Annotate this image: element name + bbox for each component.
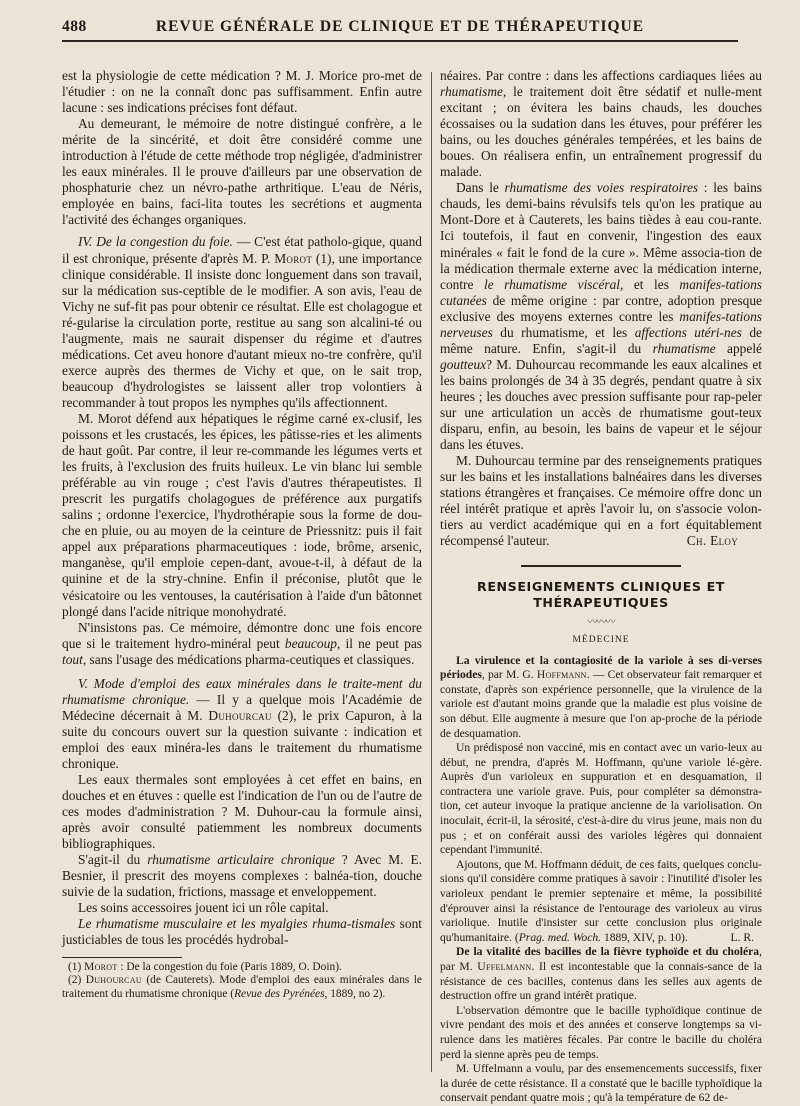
paragraph: V. Mode d'emploi des eaux minérales dans le traite-ment du rhumatisme chronique. — Il y a quelque mois l'Académie de Médecine décernait à M. Duhourcau (2), le prix Capuron, à la suite du concours ouvert sur la question suivante : indication et emploi des eaux minéra-les dans le traitement du rhumatisme chronique.: [62, 675, 423, 771]
paragraph: M. Morot défend aux hépatiques le régime carné ex-clusif, les poissons et les crustacés, les épices, les pâtisse-ries et les aliments de haut goût. Par contre, il leur re-commande les légumes verts et les fruits, à l'exclusion des fruits huileux. Le vin blanc lui semble préférable au vin rouge ; c'est l'avis d'autres thérapeutistes. Il prescrit les purgatifs cholagogues de préférence aux purgatifs salins ; ordonne l'exercice, l'hydrothérapie sous la forme de dou-che en pluie, ou au moyen de la ceinture de Priessnitz: puis il fait appel aux préparations pharmaceutiques : iode, brôme, arsenic, manganèse, qu'il emploie cepen-dant, avoue-t-il, à défaut de la quinine et de la stry-chnine. Enfin il préconise, plutôt que le vésicatoire ou les ventouses, la cautérisation à l'aide d'un bâtonnet plongé dans l'acide nitrique monohydraté.: [62, 410, 422, 619]
ornament-icon: 〰〰〰: [587, 616, 615, 628]
paragraph: M. Uffelmann a voulu, par des ensemencements successifs, fixer la durée de cette résistance. Il a constaté que le bacille typhoïdique la conservait pendant quatre mois ; qu'à la température de 62 de-: [440, 1062, 762, 1105]
section-rule: [521, 565, 681, 567]
footnote-rule: [62, 957, 182, 958]
right-column: [440, 68, 762, 1106]
article-title: De la vitalité des bacilles de la fièvre typhoïde et du choléra: [456, 945, 760, 959]
section-heading: IV. De la congestion du foie.: [78, 234, 233, 250]
paragraph: La virulence et la contagiosité de la variole à ses di-verses périodes, par M. G. Hoffmann. — Cet observateur fait remarquer et constate, d'après son expérience personnelle, que la virulence de la variole est d'autant moins grande que la maladie est plus voisine de son début. Elle augmente à mesure que l'on ap-proche de la période de desquamation.: [440, 653, 762, 740]
signature: L. R.: [730, 930, 754, 944]
paragraph: Les soins accessoires jouent ici un rôle capital.: [78, 900, 329, 916]
footnote: (2) Duhourcau (de Cauterets). Mode d'emploi des eaux minérales dans le traitement du rhumatisme chronique (Revue des Pyrénées, 1889, no 2).: [62, 974, 422, 1000]
paragraph: Un prédisposé non vacciné, mis en contact avec un vario-leux au début, ne prendra, d'après M. Hoffmann, qu'une variole lé-gère. Auprès d'un varioleux en suppuration et en desquamation, il contractera une variole grave. Puis, pour compléter sa démonstra-tion, cet auteur invoque la pratique ancienne de la variolisation. On inoculait, écrit-il, la sérosité, c'est-à-dire du virus jeune, mais non du pus ; et on conférait aussi des varioles légères qui donnaient cependant l'immunité.: [440, 741, 762, 857]
subsection-title: MÉDECINE: [572, 634, 630, 645]
paragraph: Le rhumatisme musculaire et les myalgies rhuma-tismales sont justiciables de tous les procédés hydrobal-: [62, 916, 422, 948]
paragraph: Les eaux thermales sont employées à cet effet en bains, en douches et en étuves : quelle est l'indication de l'un ou de l'autre de ces modes d'administration ? M. Duhour-cau la formule ainsi, après avoir consulté patiemment les nombreux documents bibliographiques.: [62, 772, 422, 852]
author-name: Uffelmann: [477, 960, 532, 974]
page-number: 488: [62, 18, 87, 35]
paragraph: De la vitalité des bacilles de la fièvre typhoïde et du choléra, par M. Uffelmann. Il est incontestable que la connais-sance de la résistance de ces bacilles, contenus dans les selles aux agents de destruction offre un grand intérêt pratique.: [440, 945, 762, 1003]
signature: Ch. Eloy: [686, 533, 738, 549]
paragraph: L'observation démontre que le bacille typhoïdique continue de vivre pendant des mois et des années et conserve longtemps sa vi-rulence dans les matières fécales. Par contre le bacille du choléra perd la sienne après peu de temps.: [440, 1003, 762, 1061]
paragraph: S'agit-il du rhumatisme articulaire chronique ? Avec M. E. Besnier, il prescrit des moyens complexes : balnéa-tion, douche suivie de la sudation, frictions, massage et enveloppement.: [62, 852, 422, 900]
page-header: [62, 14, 738, 40]
left-column: [62, 68, 422, 1001]
paragraph: M. Duhourcau termine par des renseignements pratiques sur les bains et les installations balnéaires dans les diverses stations étrangères et françaises. Ce mémoire offre donc un réel intérêt pratique et après l'avoir lu, on s'associe volon-tiers au verdict académique qui en a fort équitablement récompensé l'auteur. Ch. Eloy: [440, 453, 762, 549]
section-heading: V. Mode d'emploi des eaux minérales dans le traite-ment du rhumatisme chronique.: [62, 675, 422, 707]
paragraph: Dans le rhumatisme des voies respiratoires : les bains chauds, les demi-bains révulsifs tels qu'on les pratique au Mont-Dore et à Cauterets, les bains tièdes à eau cou-rante. Ici toutefois, il faut en convenir, l'ingestion des eaux minérales « fait le fond de la cure ». Même associa-tion de la médication thermale externe avec la médication interne, contre le rhumatisme viscéral, et les manifes-tations cutanées de même origine : par contre, adoption presque exclusive des moyens externes contre les manifes-tations nerveuses du rhumatisme, et les affections utéri-nes de même nature. Enfin, s'agit-il du rhumatisme appelé goutteux? M. Duhourcau recommande les eaux alcalines et les bains prolongés de 34 à 35 degrés, pendant quatre à six heures ; les douches avec pression suffisante pour rap-peler sur une articulation un accès de rhumatisme gout-teux disparu, enfin, au besoin, les bains de vapeur et le séjour dans les étuves.: [440, 180, 763, 453]
column-divider: [431, 72, 432, 1072]
article-title: La virulence et la contagiosité de la variole à ses di-verses périodes: [440, 653, 762, 682]
paragraph: N'insistons pas. Ce mémoire, démontre donc une fois encore que si le traitement hydro-minéral peut beaucoup, il ne peut pas tout, sans l'usage des médications pharma-ceutiques et classiques.: [62, 619, 422, 667]
paragraph: Au demeurant, le mémoire de notre distingué confrère, a le mérite de la sincérité, et doit être considéré comme une introduction à l'étude de cette méthode trop négligée, d'administrer les eaux minérales. Il le prouve d'ailleurs par une observation de phosphaturie chez un névro-pathe arthritique. L'eau de Néris, employée en bains, faci-lita toutes les secrétions et augmenta l'activité des échanges organiques.: [62, 116, 422, 228]
section-title: RENSEIGNEMENTS CLINIQUES ET THÉRAPEUTIQUES: [477, 579, 725, 611]
paragraph: IV. De la congestion du foie. — C'est état patholo-gique, quand il est chronique, présente d'après M. P. Morot (1), une importance clinique considérable. Il insiste donc longuement dans son travail, sur la médication sus-ceptible de le modifier. A son avis, l'eau de Vichy ne suf-fit pas pour obtenir ce résultat. Elle est cholagogue et ré-gularise la circulation porte, restitue au sang son alcalini-té ou l'augmente, mais ne saurait dispenser du régime et d'autres médications. Cet aveu honore d'autant mieux no-tre confrère, qu'il exerce auprès des thermes de Vichy et que, on le sait trop, beaucoup d'hydrologistes se laissent aller trop volontiers à recommander à tout propos les nymphes qu'ils affectionnent.: [62, 234, 422, 410]
author-name: Morot: [274, 250, 313, 266]
article-body: [440, 654, 762, 1106]
running-title: REVUE GÉNÉRALE DE CLINIQUE ET DE THÉRAPEUTIQUE: [155, 18, 645, 35]
author-name: Hoffmann: [536, 668, 587, 682]
paragraph: néaires. Par contre : dans les affections cardiaques liées au rhumatisme, le traitement doit être sédatif et nulle-ment excitant ; on évitera les bains chauds, les douches écossaises ou la sudation dans les étuves, pour préférer les bains, ou les douches générales tempérées, et les bains de boues. On réalisera enfin, un entraînement progressif du malade.: [440, 68, 762, 180]
header-rule: [62, 40, 738, 42]
footnote: (1) Morot : De la congestion du foie (Paris 1889, O. Doin).: [68, 960, 342, 973]
author-name: Duhourcau: [208, 707, 272, 723]
paragraph: est la physiologie de cette médication ? M. J. Morice pro-met de l'étudier : on ne la connaît donc pas suffisamment. Enfin autre lacune : ses indications précises font défaut.: [62, 68, 422, 116]
paragraph: Ajoutons, que M. Hoffmann déduit, de ces faits, quelques conclu-sions qu'il considère comme pratiques à savoir : l'inutilité d'isoler les varioleux pendant le premier septenaire et même, la possibilité d'éprouver ainsi la résistance de l'entourage des varioleux au virus variolique. Inutile d'insister sur cette conclusion plus originale qu'humanitaire. (Prag. med. Woch. 1889, XIV, p. 10). L. R.: [440, 857, 762, 944]
